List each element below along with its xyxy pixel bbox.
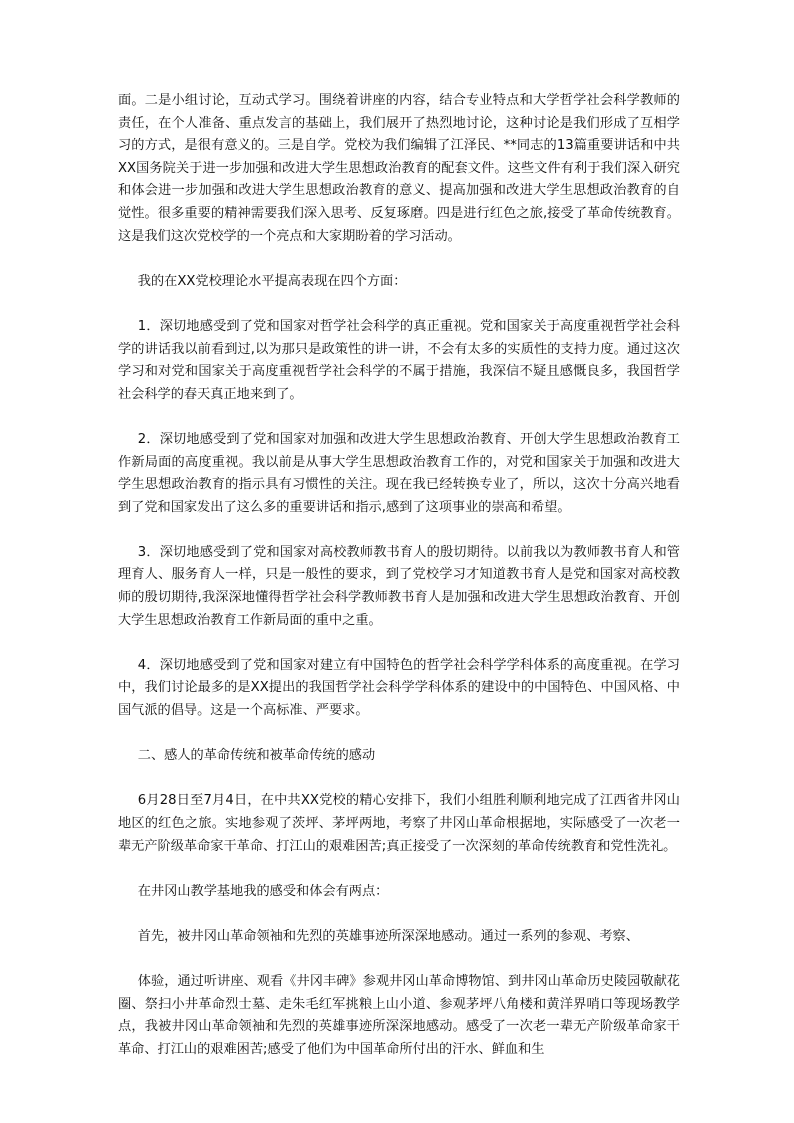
paragraph-four-aspects-intro: 我的在XX党校理论水平提高表现在四个方面：: [137, 273, 407, 289]
paragraph-point-4: 4．深切地感受到了党和国家对建立有中国特色的哲学社会科学学科体系的高度重视。在学习中，我们讨论最多的是XX提出的我国哲学社会科学学科体系的建设中的中国特色、中国风格、中国气派的倡导。这是一个高标准、严要求。: [118, 657, 680, 719]
paragraph-point-2: 2．深切地感受到了党和国家对加强和改进大学生思想政治教育、开创大学生思想政治教育工作新局面的高度重视。我以前是从事大学生思想政治教育工作的，对党和国家关于加强和改进大学生思想政治教育的指示具有习惯性的关注。现在我已经转换专业了，所以，这次十分高兴地看到了党和国家发出了这么多的重要讲话和指示,感到了这项事业的崇高和希望。: [118, 431, 680, 515]
paragraph-red-tour: 6月28日至7月4日，在中共XX党校的精心安排下，我们小组胜利顺利地完成了江西省井冈山地区的红色之旅。实地参观了茨坪、茅坪两地，考察了井冈山革命根据地，实际感受了一次老一辈无产阶级革命家干革命、打江山的艰难困苦;真正接受了一次深刻的革命传统教育和党性洗礼。: [118, 793, 680, 854]
paragraph-first-insight: 首先，被井冈山革命领袖和先烈的英雄事迹所深深地感动。通过一系列的参观、考察、: [137, 928, 639, 944]
paragraph-point-1: 1．深切地感受到了党和国家对哲学社会科学的真正重视。党和国家关于高度重视哲学社会科学的讲话我以前看到过,以为那只是政策性的讲一讲，不会有太多的实质性的支持力度。通过这次学习和对党和国家关于高度重视哲学社会科学的不属于措施，我深信不疑且感慨良多，我国哲学社会科学的春天真正地来到了。: [118, 318, 680, 402]
section-heading-revolutionary-tradition: 二、感人的革命传统和被革命传统的感动: [137, 748, 376, 764]
paragraph-point-3: 3．深切地感受到了党和国家对高校教师教书育人的殷切期待。以前我以为教师教书育人和管理育人、服务育人一样，只是一般性的要求，到了党校学习才知道教书育人是党和国家对高校教师的殷切期待,我深深地懂得哲学社会科学教师教书育人是加强和改进大学生思想政治教育、开创大学生思想政治教育工作新局面的重中之重。: [118, 544, 680, 628]
paragraph-party-school-methods: 面。二是小组讨论，互动式学习。围绕着讲座的内容，结合专业特点和大学哲学社会科学教师的责任，在个人准备、重点发言的基础上，我们展开了热烈地讨论，这种讨论是我们形成了互相学习的方式，是很有意义的。三是自学。党校为我们编辑了江泽民、**同志的13篇重要讲话和中共XX国务院关于进一步加强和改进大学生思想政治教育的配套文件。这些文件有利于我们深入研究和体会进一步加强和改进大学生思想政治教育的意义、提高加强和改进大学生思想政治教育的自觉性。很多重要的精神需要我们深入思考、反复琢磨。四是进行红色之旅,接受了革命传统教育。这是我们这次党校学的一个亮点和大家期盼着的学习活动。: [118, 93, 680, 244]
paragraph-two-insights-intro: 在井冈山教学基地我的感受和体会有两点：: [137, 883, 389, 899]
paragraph-first-insight-continued: 体验，通过听讲座、观看《井冈丰碑》参观井冈山革命博物馆、到井冈山革命历史陵园敬献花圈、祭扫小井革命烈士墓、走朱毛红军挑粮上山小道、参观茅坪八角楼和黄洋界哨口等现场教学点，我被井冈山革命领袖和先烈的英雄事迹所深深地感动。感受了一次老一辈无产阶级革命家干革命、打江山的艰难困苦;感受了他们为中国革命所付出的汗水、鲜血和生: [118, 974, 680, 1057]
document-page: [118, 90, 680, 1062]
